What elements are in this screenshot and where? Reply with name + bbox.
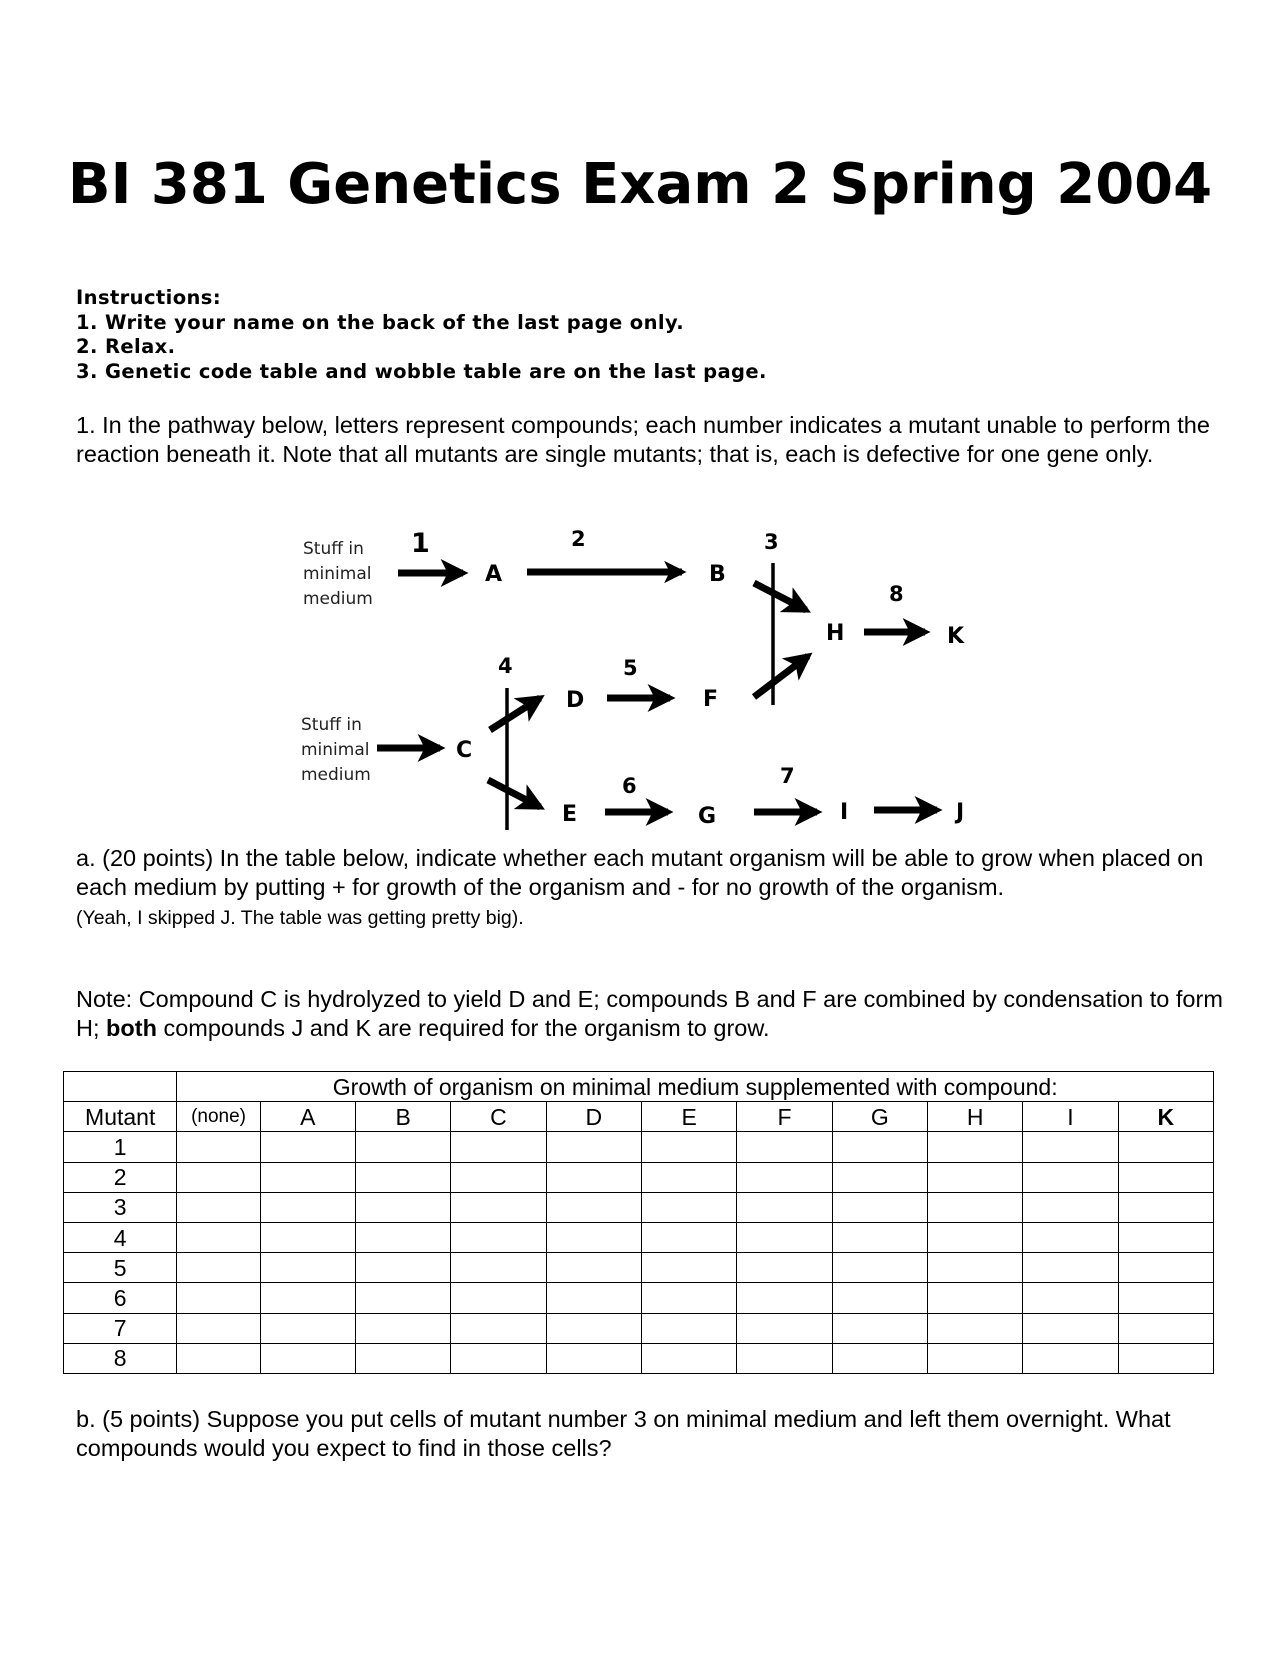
answer-cell[interactable] bbox=[356, 1283, 451, 1313]
answer-cell[interactable] bbox=[451, 1192, 546, 1222]
answer-cell[interactable] bbox=[1118, 1253, 1213, 1283]
mutant-number-cell: 5 bbox=[64, 1253, 177, 1283]
answer-cell[interactable] bbox=[641, 1222, 736, 1252]
answer-cell[interactable] bbox=[177, 1283, 260, 1313]
answer-cell[interactable] bbox=[927, 1313, 1022, 1343]
answer-cell[interactable] bbox=[546, 1343, 641, 1373]
answer-cell[interactable] bbox=[1118, 1343, 1213, 1373]
answer-cell[interactable] bbox=[177, 1313, 260, 1343]
source-bottom-line-3: medium bbox=[301, 765, 371, 785]
answer-cell[interactable] bbox=[260, 1162, 355, 1192]
answer-cell[interactable] bbox=[177, 1222, 260, 1252]
answer-cell[interactable] bbox=[260, 1313, 355, 1343]
answer-cell[interactable] bbox=[832, 1132, 927, 1162]
answer-cell[interactable] bbox=[356, 1162, 451, 1192]
instruction-item: 3. Genetic code table and wobble table are on the last page. bbox=[76, 359, 767, 383]
compound-column-header: C bbox=[451, 1102, 546, 1132]
compound-a: A bbox=[485, 562, 503, 587]
answer-cell[interactable] bbox=[737, 1132, 832, 1162]
answer-cell[interactable] bbox=[546, 1283, 641, 1313]
answer-cell[interactable] bbox=[546, 1253, 641, 1283]
answer-cell[interactable] bbox=[927, 1192, 1022, 1222]
answer-cell[interactable] bbox=[451, 1253, 546, 1283]
answer-cell[interactable] bbox=[1023, 1253, 1118, 1283]
answer-cell[interactable] bbox=[1023, 1192, 1118, 1222]
answer-cell[interactable] bbox=[1118, 1162, 1213, 1192]
answer-cell[interactable] bbox=[641, 1343, 736, 1373]
answer-cell[interactable] bbox=[832, 1162, 927, 1192]
answer-cell[interactable] bbox=[546, 1162, 641, 1192]
compound-column-header: G bbox=[832, 1102, 927, 1132]
answer-cell[interactable] bbox=[260, 1192, 355, 1222]
mutant-column-header: Mutant bbox=[64, 1102, 177, 1132]
answer-cell[interactable] bbox=[177, 1343, 260, 1373]
answer-cell[interactable] bbox=[260, 1253, 355, 1283]
table-row bbox=[64, 1313, 1214, 1343]
answer-cell[interactable] bbox=[737, 1343, 832, 1373]
answer-cell[interactable] bbox=[1118, 1222, 1213, 1252]
answer-cell[interactable] bbox=[260, 1283, 355, 1313]
source-top-line-3: medium bbox=[303, 589, 373, 609]
table-row bbox=[64, 1343, 1214, 1373]
part-a-block bbox=[76, 844, 1226, 933]
answer-cell[interactable] bbox=[451, 1132, 546, 1162]
table-row bbox=[64, 1132, 1214, 1162]
answer-cell[interactable] bbox=[177, 1192, 260, 1222]
answer-cell[interactable] bbox=[737, 1313, 832, 1343]
answer-cell[interactable] bbox=[1023, 1313, 1118, 1343]
compound-column-header: B bbox=[356, 1102, 451, 1132]
mutant-number-cell: 4 bbox=[64, 1222, 177, 1252]
mutant-label-1: 1 bbox=[411, 528, 430, 559]
instructions-block bbox=[76, 286, 767, 384]
arrow-f-to-h bbox=[754, 656, 808, 697]
answer-cell[interactable] bbox=[1118, 1132, 1213, 1162]
answer-cell[interactable] bbox=[1023, 1343, 1118, 1373]
table-row bbox=[64, 1222, 1214, 1252]
answer-cell[interactable] bbox=[641, 1132, 736, 1162]
arrow-c-to-d bbox=[490, 698, 540, 730]
compound-column-header: E bbox=[641, 1102, 736, 1132]
table-row bbox=[64, 1253, 1214, 1283]
answer-cell[interactable] bbox=[451, 1222, 546, 1252]
table-row bbox=[64, 1192, 1214, 1222]
note-prefix: Note: Compound C is hydrolyzed to yield D and E; compounds B and F are combined by condensation to form H; bbox=[76, 986, 1223, 1041]
part-b-text: b. (5 points) Suppose you put cells of mutant number 3 on minimal medium and left them overnight. What compounds would you expect to find in those cells? bbox=[76, 1406, 1171, 1461]
answer-cell[interactable] bbox=[1023, 1162, 1118, 1192]
answer-cell[interactable] bbox=[927, 1132, 1022, 1162]
source-bottom-line-1: Stuff in bbox=[301, 715, 362, 735]
compound-column-header-k: K bbox=[1118, 1102, 1213, 1132]
part-a-text: a. (20 points) In the table below, indicate whether each mutant organism will be able to grow when placed on each medium by putting + for growth of the organism and - for no growth of the organism. bbox=[76, 845, 1204, 900]
mutant-label-7: 7 bbox=[780, 764, 795, 788]
answer-cell[interactable] bbox=[832, 1192, 927, 1222]
mutant-number-cell: 8 bbox=[64, 1343, 177, 1373]
answer-cell[interactable] bbox=[641, 1192, 736, 1222]
answer-cell[interactable] bbox=[177, 1162, 260, 1192]
answer-cell[interactable] bbox=[832, 1283, 927, 1313]
answer-cell[interactable] bbox=[927, 1343, 1022, 1373]
answer-cell[interactable] bbox=[260, 1343, 355, 1373]
answer-cell[interactable] bbox=[356, 1222, 451, 1252]
compound-column-header: D bbox=[546, 1102, 641, 1132]
answer-cell[interactable] bbox=[927, 1162, 1022, 1192]
answer-cell[interactable] bbox=[451, 1343, 546, 1373]
instructions-heading: Instructions: bbox=[76, 286, 222, 309]
compound-c: C bbox=[456, 738, 473, 763]
note-block bbox=[76, 985, 1226, 1043]
instruction-item: 2. Relax. bbox=[76, 335, 176, 358]
answer-cell[interactable] bbox=[1023, 1222, 1118, 1252]
compound-column-header: F bbox=[737, 1102, 832, 1132]
answer-cell[interactable] bbox=[177, 1132, 260, 1162]
arrow-b-to-h bbox=[754, 583, 806, 610]
table-row bbox=[64, 1162, 1214, 1192]
mutant-label-4: 4 bbox=[498, 654, 513, 678]
mutant-number-cell: 1 bbox=[64, 1132, 177, 1162]
answer-cell[interactable] bbox=[260, 1222, 355, 1252]
table-row bbox=[64, 1283, 1214, 1313]
part-a-aside: (Yeah, I skipped J. The table was getting pretty big). bbox=[76, 907, 524, 929]
answer-cell[interactable] bbox=[356, 1253, 451, 1283]
answer-cell[interactable] bbox=[356, 1132, 451, 1162]
answer-cell[interactable] bbox=[451, 1283, 546, 1313]
compound-d: D bbox=[566, 688, 585, 713]
answer-cell[interactable] bbox=[546, 1313, 641, 1343]
answer-cell[interactable] bbox=[641, 1162, 736, 1192]
answer-cell[interactable] bbox=[1023, 1132, 1118, 1162]
answer-cell[interactable] bbox=[356, 1313, 451, 1343]
answer-cell[interactable] bbox=[451, 1162, 546, 1192]
answer-cell[interactable] bbox=[1118, 1192, 1213, 1222]
table-header-row bbox=[64, 1072, 1214, 1102]
compound-column-header: A bbox=[260, 1102, 355, 1132]
note-suffix: compounds J and K are required for the organism to grow. bbox=[156, 1015, 770, 1041]
compound-g: G bbox=[698, 804, 717, 829]
answer-cell[interactable] bbox=[546, 1222, 641, 1252]
mutant-label-2: 2 bbox=[571, 527, 586, 551]
answer-cell[interactable] bbox=[356, 1192, 451, 1222]
table-column-header-row bbox=[64, 1102, 1214, 1132]
answer-cell[interactable] bbox=[832, 1253, 927, 1283]
answer-cell[interactable] bbox=[832, 1313, 927, 1343]
mutant-number-cell: 6 bbox=[64, 1283, 177, 1313]
instruction-item: 1. Write your name on the back of the last page only. bbox=[76, 310, 685, 334]
answer-cell[interactable] bbox=[451, 1313, 546, 1343]
answer-cell[interactable] bbox=[1023, 1283, 1118, 1313]
mutant-number-cell: 3 bbox=[64, 1192, 177, 1222]
answer-cell[interactable] bbox=[177, 1253, 260, 1283]
answer-cell[interactable] bbox=[927, 1222, 1022, 1252]
answer-cell[interactable] bbox=[641, 1283, 736, 1313]
compound-b: B bbox=[709, 562, 726, 587]
note-bold: both bbox=[106, 1015, 157, 1041]
table-supplement-header: Growth of organism on minimal medium supplemented with compound: bbox=[177, 1072, 1214, 1102]
source-top-line-2: minimal bbox=[303, 564, 372, 584]
question-1-text: 1. In the pathway below, letters represent compounds; each number indicates a mutant unable to perform the reaction beneath it. Note that all mutants are single mutants; that is, each is defective for one gene only. bbox=[76, 412, 1210, 467]
page-title: BI 381 Genetics Exam 2 Spring 2004 bbox=[67, 152, 1213, 217]
table-corner-cell bbox=[64, 1072, 177, 1102]
mutant-label-3: 3 bbox=[764, 530, 779, 554]
answer-cell[interactable] bbox=[737, 1162, 832, 1192]
source-bottom-line-2: minimal bbox=[301, 740, 370, 760]
answer-cell[interactable] bbox=[737, 1283, 832, 1313]
compound-h: H bbox=[826, 621, 845, 646]
mutant-number-cell: 2 bbox=[64, 1162, 177, 1192]
mutant-label-6: 6 bbox=[622, 774, 637, 798]
mutant-label-5: 5 bbox=[623, 656, 638, 680]
answer-cell[interactable] bbox=[641, 1313, 736, 1343]
mutant-label-8: 8 bbox=[889, 582, 904, 606]
compound-e: E bbox=[562, 802, 578, 827]
compound-column-header: I bbox=[1023, 1102, 1118, 1132]
mutant-number-cell: 7 bbox=[64, 1313, 177, 1343]
answer-cell[interactable] bbox=[260, 1132, 355, 1162]
none-column-header: (none) bbox=[177, 1102, 260, 1132]
answer-cell[interactable] bbox=[641, 1253, 736, 1283]
answer-cell[interactable] bbox=[546, 1132, 641, 1162]
answer-cell[interactable] bbox=[546, 1192, 641, 1222]
answer-cell[interactable] bbox=[832, 1222, 927, 1252]
answer-cell[interactable] bbox=[1118, 1313, 1213, 1343]
answer-cell[interactable] bbox=[356, 1343, 451, 1373]
compound-i: I bbox=[840, 800, 849, 825]
source-top-line-1: Stuff in bbox=[303, 539, 364, 559]
answer-cell[interactable] bbox=[737, 1192, 832, 1222]
compound-j: J bbox=[956, 800, 965, 825]
answer-cell[interactable] bbox=[1118, 1283, 1213, 1313]
answer-cell[interactable] bbox=[927, 1283, 1022, 1313]
compound-column-header: H bbox=[927, 1102, 1022, 1132]
compound-f: F bbox=[703, 687, 719, 712]
answer-cell[interactable] bbox=[832, 1343, 927, 1373]
growth-table bbox=[63, 1071, 1214, 1374]
answer-cell[interactable] bbox=[737, 1253, 832, 1283]
answer-cell[interactable] bbox=[927, 1253, 1022, 1283]
answer-cell[interactable] bbox=[737, 1222, 832, 1252]
compound-k: K bbox=[947, 624, 965, 649]
arrow-c-to-e bbox=[488, 780, 540, 807]
